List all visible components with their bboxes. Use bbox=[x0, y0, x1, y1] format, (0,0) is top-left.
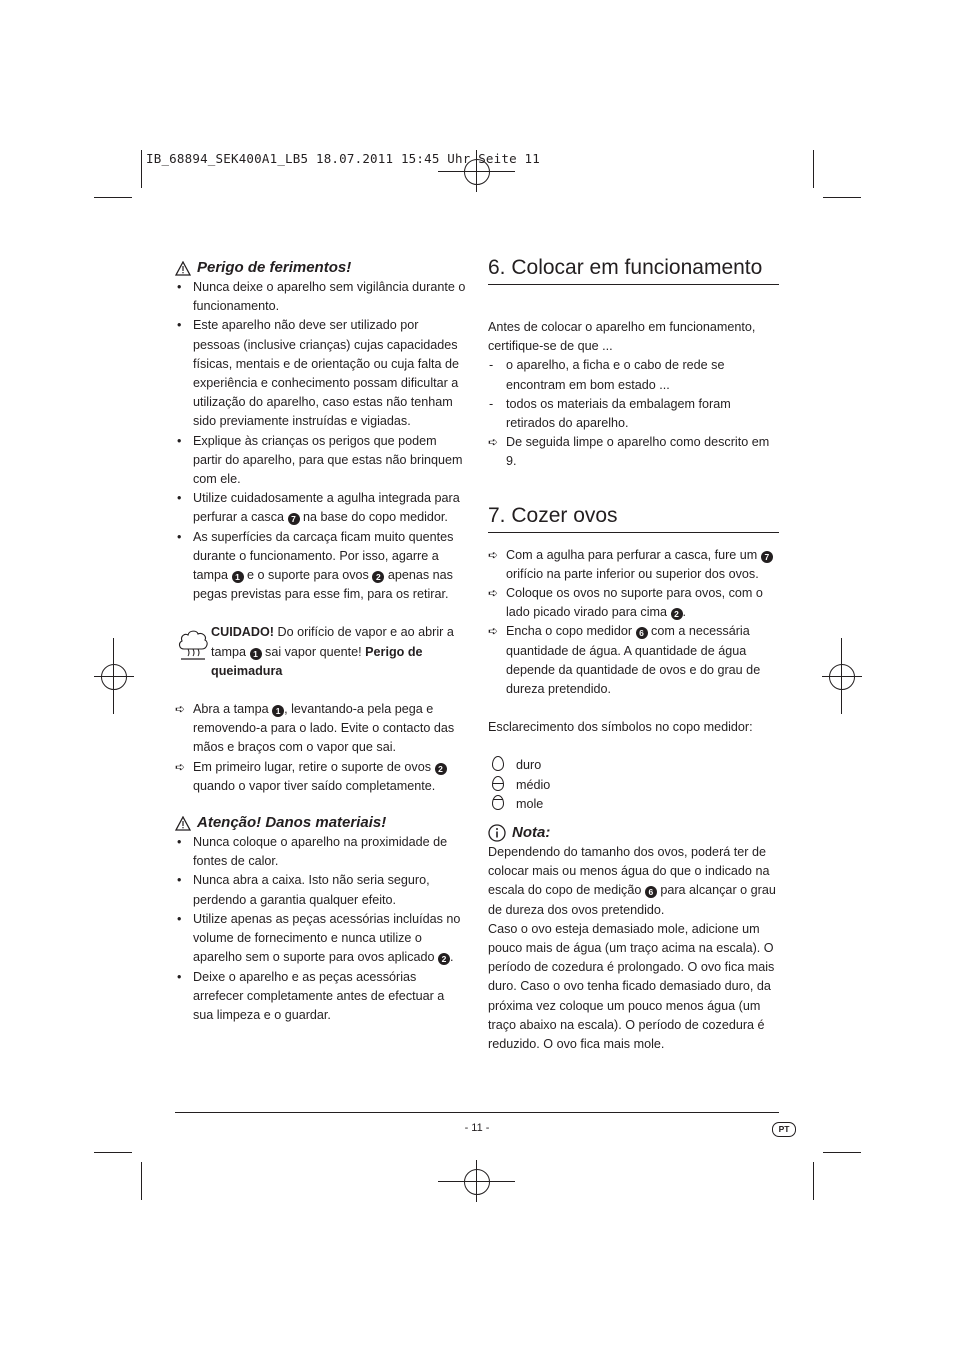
injury-warning-list bbox=[175, 278, 467, 604]
arrow-right-icon: ➪ bbox=[488, 624, 499, 639]
damage-warning-title: Atenção! Danos materiais! bbox=[197, 814, 387, 832]
egg-soft-icon bbox=[492, 795, 504, 810]
section-6-title: 6. Colocar em funcionamento bbox=[488, 254, 779, 285]
note-heading bbox=[488, 823, 779, 843]
list-item: • As superfícies da carcaça ficam muito quentes durante o funcionamento. Por isso, agarre a tampa 1 e o suporte para ovos 2 apenas nas pegas previstas para esse fim, para os retirar. bbox=[175, 528, 467, 605]
step-item: ➪ De seguida limpe o aparelho como descrito em 9. bbox=[488, 435, 770, 469]
egg-symbols-legend bbox=[488, 756, 779, 814]
damage-warning-list bbox=[175, 833, 467, 1025]
part-number-badge: 7 bbox=[288, 513, 300, 525]
page-number: - 11 - bbox=[464, 1122, 490, 1134]
print-slug: IB_68894_SEK400A1_LB5 18.07.2011 15:45 Uhr Seite 11 bbox=[146, 151, 541, 166]
arrow-right-icon: ➪ bbox=[175, 702, 186, 717]
list-item: • Explique às crianças os perigos que podem partir do aparelho, para que estas não brinquem com ele. bbox=[175, 432, 467, 490]
part-number-badge: 2 bbox=[671, 608, 683, 620]
part-number-badge: 2 bbox=[372, 571, 384, 583]
info-icon bbox=[488, 824, 506, 842]
step-item: ➪ Em primeiro lugar, retire o suporte de ovos 2 quando o vapor tiver saído completamente. bbox=[175, 758, 467, 796]
step-item: ➪ Coloque os ovos no suporte para ovos, com o lado picado virado para cima 2 . bbox=[488, 586, 763, 620]
footer-rule bbox=[175, 1112, 779, 1113]
injury-warning-heading bbox=[175, 258, 467, 278]
legend-item: médio bbox=[492, 776, 779, 795]
part-number-badge: 1 bbox=[272, 705, 284, 717]
part-number-badge: 1 bbox=[250, 648, 262, 660]
legend-item: duro bbox=[492, 756, 779, 775]
hot-steam-icon bbox=[177, 625, 209, 663]
list-item: • Utilize apenas as peças acessórias incluídas no volume de fornecimento e nunca utilize o aparelho sem o suporte para ovos aplicado 2 . bbox=[175, 910, 467, 968]
note-title: Nota: bbox=[512, 824, 551, 842]
symbols-intro: Esclarecimento dos símbolos no copo medidor: bbox=[488, 720, 753, 735]
part-number-badge: 6 bbox=[636, 627, 648, 639]
step-item: ➪ Encha o copo medidor 6 com a necessária quantidade de água. A quantidade de água depende da quantidade de ovos e do grau de dureza pretendido. bbox=[488, 624, 761, 697]
note-paragraph: Caso o ovo esteja demasiado mole, adicione um pouco mais de água (um traço acima na escala). O período de cozedura é prolongado. O ovo fica mais duro. Caso o ovo tenha ficado demasiado duro, da próxima vez coloque um pouco menos água (um traço abaixo na escala). O período de cozedura é reduzido. O ovo fica mais mole. bbox=[488, 921, 775, 1052]
language-badge: PT bbox=[772, 1122, 796, 1137]
opening-steps bbox=[175, 700, 467, 796]
part-number-badge: 2 bbox=[435, 763, 447, 775]
part-number-badge: 6 bbox=[645, 886, 657, 898]
list-item: • Nunca abra a caixa. Isto não seria seguro, perdendo a garantia qualquer efeito. bbox=[175, 871, 467, 909]
list-item: • Este aparelho não deve ser utilizado por pessoas (inclusive crianças) cujas capacidades físicas, mentais e de orientação ou cuja falta de experiência e conhecimento possam dificultar a utilização do aparelho, caso estas não tenham sido previamente instruídas e vigiadas. bbox=[175, 316, 467, 431]
left-column bbox=[175, 258, 467, 1025]
injury-warning-title: Perigo de ferimentos! bbox=[197, 259, 352, 276]
step-item: ➪ Com a agulha para perfurar a casca, fure um 7 orifício na parte inferior ou superior dos ovos. bbox=[488, 546, 779, 584]
list-item: - todos os materiais da embalagem foram retirados do aparelho. bbox=[489, 396, 731, 431]
warning-triangle-icon bbox=[175, 816, 191, 831]
section-6-intro: Antes de colocar o aparelho em funcionamento, certifique-se de que ... bbox=[488, 320, 756, 354]
caution-block: CUIDADO! Do orifício de vapor e ao abrir a tampa 1 sai vapor quente! Perigo de queimadura bbox=[175, 623, 467, 681]
caution-label: CUIDADO! bbox=[211, 625, 274, 640]
arrow-right-icon: ➪ bbox=[488, 586, 499, 601]
section-7-steps bbox=[488, 546, 779, 700]
list-item: • Nunca coloque o aparelho na proximidade de fontes de calor. bbox=[175, 833, 467, 871]
section-7-title: 7. Cozer ovos bbox=[488, 502, 779, 533]
list-item: • Deixe o aparelho e as peças acessórias arrefecer completamente antes de efectuar a sua limpeza e o guardar. bbox=[175, 968, 467, 1026]
list-item: • Utilize cuidadosamente a agulha integrada para perfurar a casca 7 na base do copo medidor. bbox=[175, 489, 467, 527]
part-number-badge: 7 bbox=[761, 551, 773, 563]
right-column bbox=[488, 254, 779, 1054]
legend-item: mole bbox=[492, 795, 779, 814]
list-item: • Nunca deixe o aparelho sem vigilância durante o funcionamento. bbox=[175, 278, 467, 316]
egg-medium-icon bbox=[492, 776, 504, 791]
arrow-right-icon: ➪ bbox=[175, 759, 186, 774]
arrow-right-icon: ➪ bbox=[488, 435, 499, 450]
step-item: ➪ Abra a tampa 1 , levantando-a pela pega e removendo-a para o lado. Evite o contacto das mãos e braços com o vapor que sai. bbox=[175, 702, 455, 755]
damage-warning-heading bbox=[175, 813, 467, 833]
part-number-badge: 1 bbox=[232, 571, 244, 583]
list-item: - o aparelho, a ficha e o cabo de rede se encontram em bom estado ... bbox=[489, 358, 725, 392]
egg-hard-icon bbox=[492, 756, 504, 771]
part-number-badge: 2 bbox=[438, 953, 450, 965]
arrow-right-icon: ➪ bbox=[488, 547, 499, 562]
warning-triangle-icon bbox=[175, 261, 191, 276]
note-paragraph: Dependendo do tamanho dos ovos, poderá ter de colocar mais ou menos água do que o indicado na escala do copo de medição 6 para alcançar o grau de dureza dos ovos pretendido. bbox=[488, 845, 776, 917]
